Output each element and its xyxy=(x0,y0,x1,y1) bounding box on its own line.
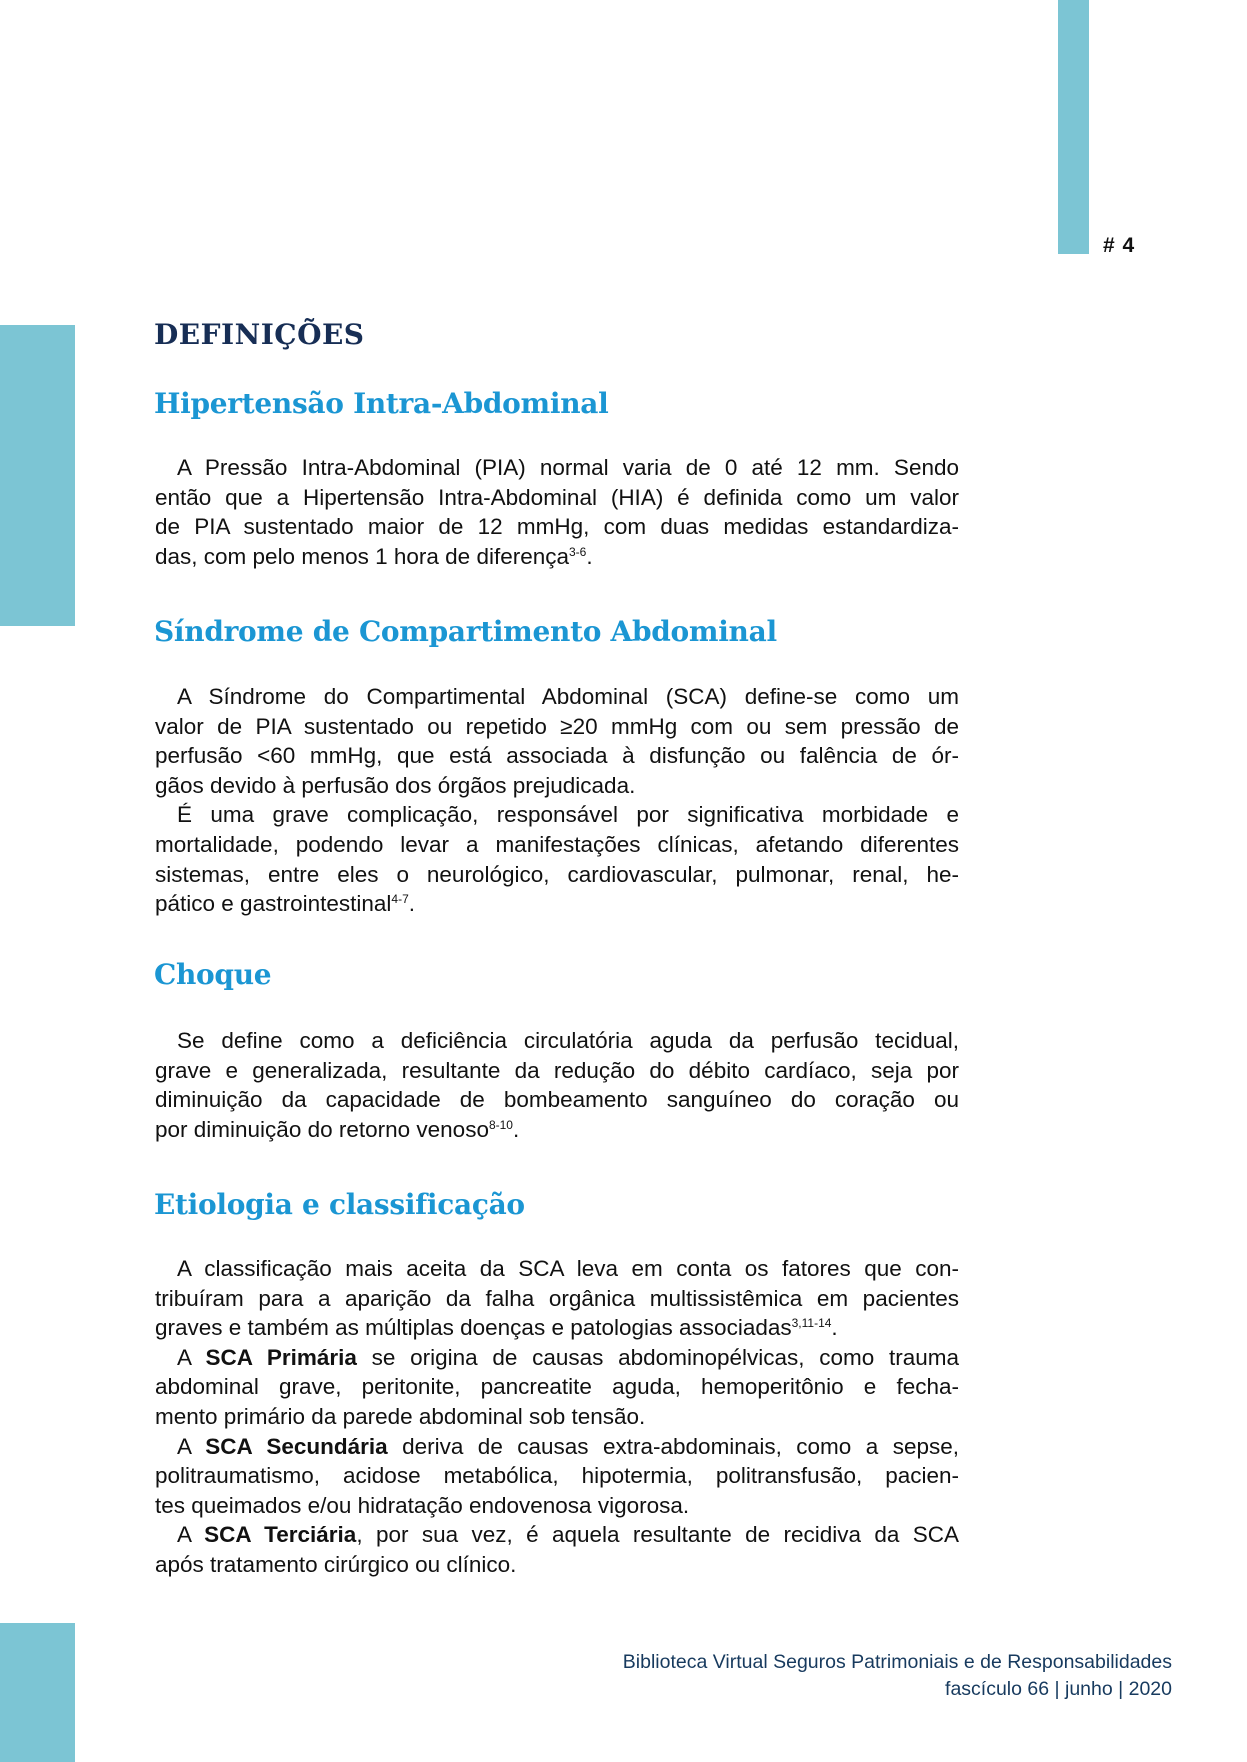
text-fragment: A xyxy=(177,1522,205,1548)
text-fragment: por diminuição do retorno venoso xyxy=(155,1116,489,1142)
text-line: de PIA sustentado maior de 12 mmHg, com duas medidas estandardiza- xyxy=(155,514,959,540)
text-fragment: pático e gastrointestinal xyxy=(155,891,392,917)
text-line: gãos devido à perfusão dos órgãos prejudicada. xyxy=(155,772,636,798)
text-line xyxy=(155,1313,959,1343)
text-line: politraumatismo, acidose metabólica, hipotermia, politransfusão, pacien- xyxy=(155,1463,959,1489)
text-fragment: se origina de causas abdominopélvicas, como trauma xyxy=(356,1344,959,1370)
text-fragment: , por sua vez, é aquela resultante de recidiva da SCA xyxy=(356,1522,959,1548)
citation: 3-6 xyxy=(569,544,587,559)
section-title-hipertensao: Hipertensão Intra-Abdominal xyxy=(154,387,609,420)
text-fragment: . xyxy=(831,1315,838,1341)
text-line xyxy=(155,1115,959,1145)
footer-issue: fascículo 66 | junho | 2020 xyxy=(945,1678,1172,1700)
text-line: A Pressão Intra-Abdominal (PIA) normal varia de 0 até 12 mm. Sendo xyxy=(177,455,959,480)
main-heading: DEFINIÇÕES xyxy=(154,318,365,351)
text-line: mento primário da parede abdominal sob tensão. xyxy=(155,1403,646,1429)
page-number: # 4 xyxy=(1103,234,1136,257)
text-line: após tratamento cirúrgico ou clínico. xyxy=(155,1551,517,1577)
text-line: diminuição da capacidade de bombeamento sanguíneo do coração ou xyxy=(155,1087,959,1113)
text-line: tes queimados e/ou hidratação endovenosa vigorosa. xyxy=(155,1492,690,1518)
text-line: valor de PIA sustentado ou repetido ≥20 mmHg com ou sem pressão de xyxy=(155,713,959,739)
text-fragment: A xyxy=(177,1344,206,1370)
accent-bar-left-bottom xyxy=(0,1623,75,1762)
text-fragment: . xyxy=(512,1116,520,1142)
bold-term-secundaria: SCA Secundária xyxy=(205,1433,388,1459)
text-line: É uma grave complicação, responsável por significativa morbidade e xyxy=(177,802,959,828)
citation: 3,11-14 xyxy=(791,1316,832,1331)
section-title-etiologia: Etiologia e classificação xyxy=(154,1188,525,1221)
text-fragment: A xyxy=(177,1433,206,1459)
bold-term-terciaria: SCA Terciária xyxy=(204,1522,357,1548)
text-line xyxy=(155,1432,959,1462)
text-line xyxy=(155,542,959,572)
text-line: grave e generalizada, resultante da redução do débito cardíaco, seja por xyxy=(155,1057,959,1083)
text-line xyxy=(155,889,959,919)
accent-bar-top-right xyxy=(1058,0,1089,254)
text-line: tribuíram para a aparição da falha orgânica multissistêmica em pacientes xyxy=(155,1285,959,1311)
text-line: sistemas, entre eles o neurológico, cardiovascular, pulmonar, renal, he- xyxy=(155,861,959,887)
text-line xyxy=(155,1520,959,1550)
accent-bar-left-top xyxy=(0,325,75,626)
paragraph-sindrome xyxy=(155,682,959,919)
text-fragment: . xyxy=(586,543,593,569)
footer xyxy=(623,1649,1172,1703)
paragraph-hipertensao xyxy=(155,453,959,571)
bold-term-primaria: SCA Primária xyxy=(205,1344,357,1370)
text-fragment: das, com pelo menos 1 hora de diferença xyxy=(155,543,569,569)
text-fragment: graves e também as múltiplas doenças e patologias associadas xyxy=(155,1315,792,1341)
paragraph-choque xyxy=(155,1026,959,1144)
text-line: Se define como a deficiência circulatória aguda da perfusão tecidual, xyxy=(177,1028,959,1053)
text-line: mortalidade, podendo levar a manifestações clínicas, afetando diferentes xyxy=(155,831,959,857)
citation: 8-10 xyxy=(488,1117,513,1132)
section-title-choque: Choque xyxy=(154,958,272,991)
text-fragment: . xyxy=(408,891,416,917)
citation: 4-7 xyxy=(391,892,409,907)
section-title-sindrome: Síndrome de Compartimento Abdominal xyxy=(154,615,777,648)
text-line: abdominal grave, peritonite, pancreatite aguda, hemoperitônio e fecha- xyxy=(155,1374,959,1400)
text-line: perfusão <60 mmHg, que está associada à disfunção ou falência de ór- xyxy=(155,743,959,769)
text-line: então que a Hipertensão Intra-Abdominal (HIA) é definida como um valor xyxy=(155,484,959,510)
text-line xyxy=(155,1343,959,1373)
paragraph-etiologia xyxy=(155,1254,959,1580)
footer-publication: Biblioteca Virtual Seguros Patrimoniais e de Responsabilidades xyxy=(622,1651,1172,1673)
text-fragment: deriva de causas extra-abdominais, como a sepse, xyxy=(387,1433,959,1459)
text-line: A classificação mais aceita da SCA leva em conta os fatores que con- xyxy=(177,1256,959,1281)
text-line: A Síndrome do Compartimental Abdominal (SCA) define-se como um xyxy=(177,684,959,709)
